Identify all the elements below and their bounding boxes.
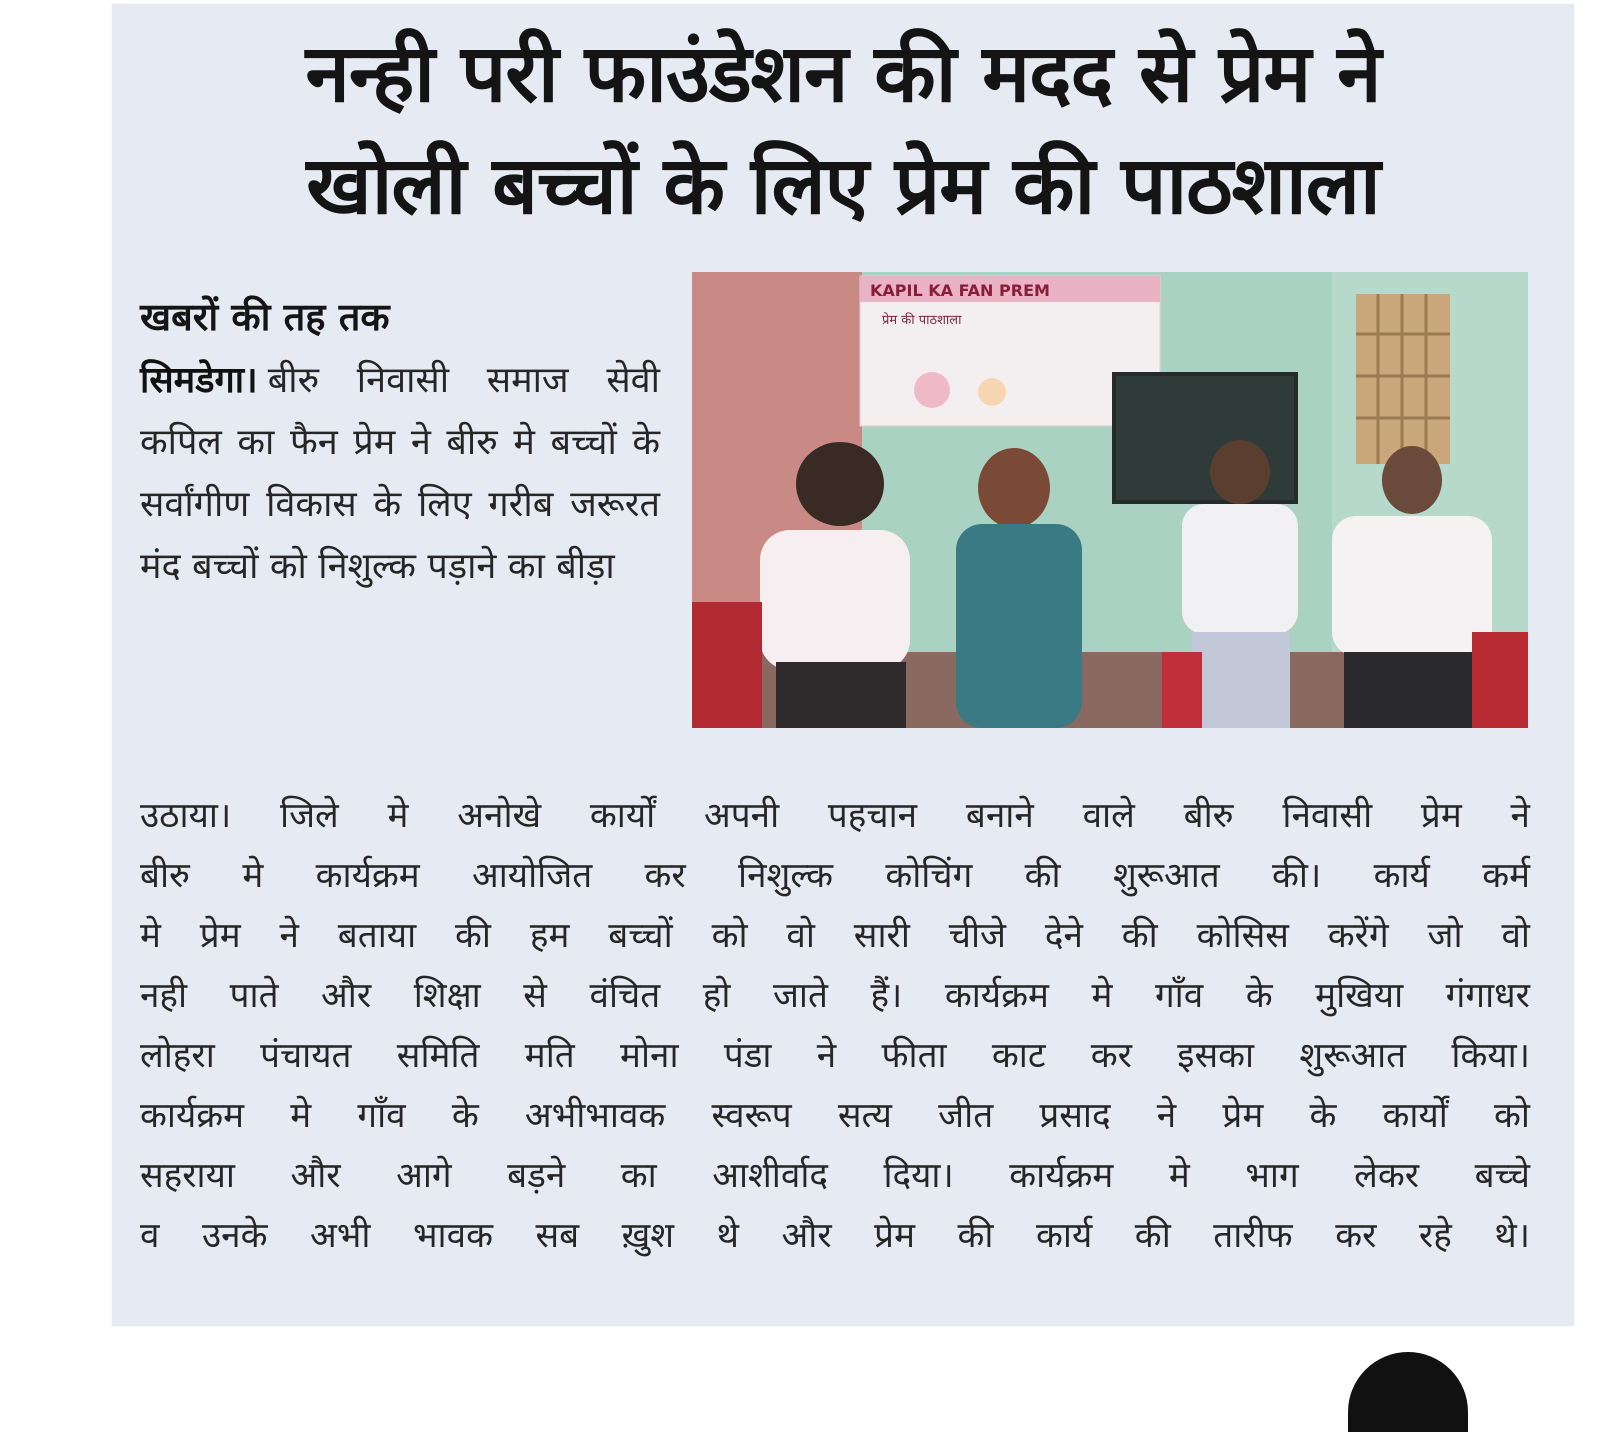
lead-text: बीरु निवासी समाज सेवी कपिल का फैन प्रेम ने बीरु मे बच्चों के सर्वांगीण विकास के लिए गरीब जरूरत मंद बच्चों को निशुल्क पड़ाने का बीड़ा [140,360,660,587]
body-line: व उनके अभी भावक सब ख़ुश थे और प्रेम की कार्य की तारीफ कर रहे थे। [140,1216,1530,1256]
body-line: उठाया। जिले मे अनोखे कार्यों अपनी पहचान बनाने वाले बीरु निवासी प्रेम ने [140,796,1530,836]
headline [112,18,1574,242]
body-line: बीरु मे कार्यक्रम आयोजित कर निशुल्क कोचिंग की शुरूआत की। कार्य कर्म [140,856,1530,896]
dateline: सिमडेगा। [140,360,258,401]
body-line: कार्यक्रम मे गाँव के अभीभावक स्वरूप सत्य जीत प्रसाद ने प्रेम के कार्यों को [140,1096,1530,1136]
headline-line-1: नन्ही परी फाउंडेशन की मदद से प्रेम ने [305,27,1381,120]
body-text [140,786,1530,1266]
kicker: खबरों की तह तक [140,295,390,339]
partial-dark-shape [1348,1352,1468,1432]
body-line: लोहरा पंचायत समिति मति मोना पंडा ने फीता काट कर इसका शुरूआत किया। [140,1036,1530,1076]
body-line: मे प्रेम ने बताया की हम बच्चों को वो सारी चीजे देने की कोसिस करेंगे जो वो [140,916,1530,956]
lead-column [140,294,660,598]
lead-paragraph [140,350,660,598]
banner-text: KAPIL KA FAN PREM [870,281,1050,300]
body-line: नही पाते और शिक्षा से वंचित हो जाते हैं। कार्यक्रम मे गाँव के मुखिया गंगाधर [140,976,1530,1016]
banner-subtext: प्रेम की पाठशाला [882,313,962,328]
newspaper-clipping [112,4,1574,1326]
body-line: सहराया और आगे बड़ने का आशीर्वाद दिया। कार्यक्रम मे भाग लेकर बच्चे [140,1156,1530,1196]
news-photo [692,272,1528,728]
headline-line-2: खोली बच्चों के लिए प्रेम की पाठशाला [306,139,1380,232]
